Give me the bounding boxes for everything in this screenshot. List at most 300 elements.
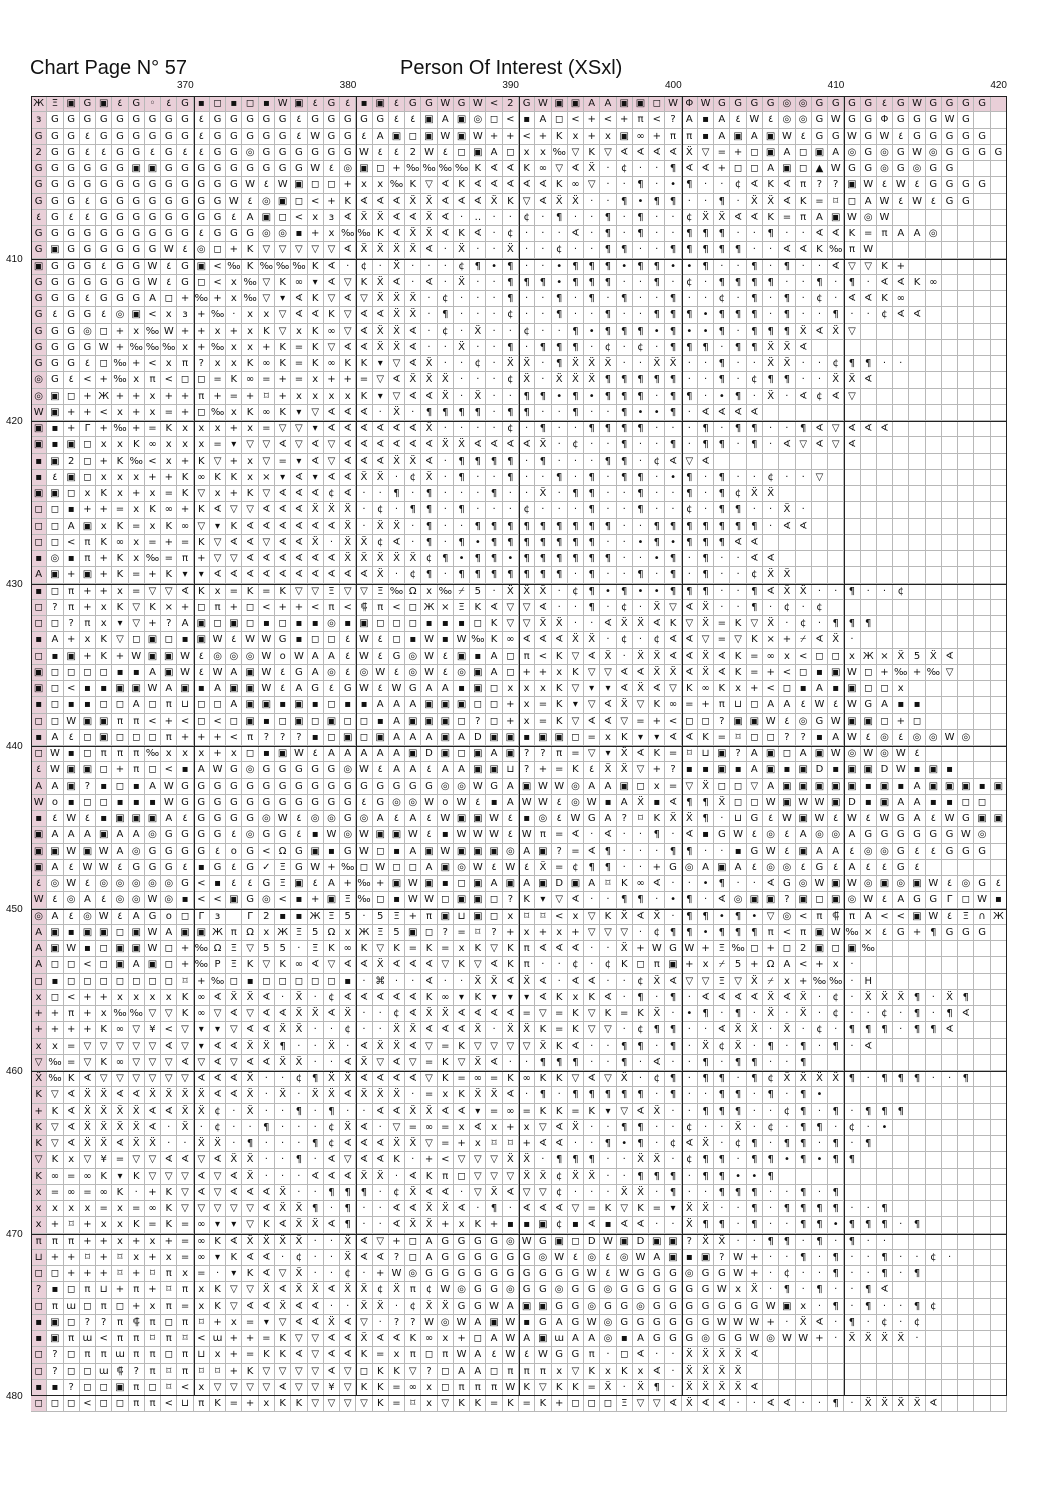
stitch-cell: G [129, 112, 145, 128]
stitch-cell: π [226, 925, 242, 941]
stitch-cell: ▽ [129, 1152, 145, 1168]
stitch-cell: ∢ [519, 1201, 535, 1217]
stitch-cell: G [96, 161, 112, 177]
stitch-cell: ∢ [682, 161, 698, 177]
stitch-cell: A [503, 779, 519, 795]
stitch-cell [893, 519, 909, 535]
stitch-cell: ¶ [617, 584, 633, 600]
stitch-cell: ¶ [747, 600, 763, 616]
stitch-cell: + [226, 1347, 242, 1363]
stitch-cell: π [405, 1347, 421, 1363]
stitch-cell: G [974, 844, 990, 860]
stitch-cell: A [779, 697, 795, 713]
stitch-cell: ◻ [145, 697, 161, 713]
stitch-cell: ∢ [535, 990, 551, 1006]
stitch-cell: K [373, 1380, 389, 1396]
stitch-cell [991, 1380, 1007, 1396]
stitch-cell: ٤ [96, 259, 112, 275]
stitch-cell: ¶ [698, 226, 714, 242]
stitch-cell [974, 1136, 990, 1152]
stitch-cell: ¶ [438, 405, 454, 421]
stitch-cell: ▽ [584, 1022, 600, 1038]
stitch-cell: ٤ [259, 177, 275, 193]
stitch-cell: ¶ [926, 1022, 942, 1038]
stitch-cell: ∢ [421, 242, 437, 258]
stitch-cell: D [584, 1234, 600, 1250]
stitch-cell: ¶ [503, 340, 519, 356]
stitch-cell: ◻ [747, 145, 763, 161]
stitch-cell: · [812, 1250, 828, 1266]
stitch-cell [991, 941, 1007, 957]
stitch-cell: · [600, 1347, 616, 1363]
stitch-cell: x [600, 730, 616, 746]
stitch-cell: ▽ [210, 454, 226, 470]
stitch-cell: G [275, 762, 291, 778]
stitch-cell: W [844, 811, 860, 827]
stitch-cell: ▣ [291, 876, 307, 892]
stitch-cell: ◻ [64, 974, 80, 990]
stitch-cell [893, 372, 909, 388]
stitch-cell [991, 210, 1007, 226]
stitch-cell [991, 746, 1007, 762]
stitch-cell: G [291, 762, 307, 778]
stitch-cell: • [682, 259, 698, 275]
stitch-cell: · [633, 437, 649, 453]
stitch-cell: G [974, 96, 990, 112]
stitch-cell: G [552, 1299, 568, 1315]
stitch-cell: + [535, 129, 551, 145]
stitch-cell: • [649, 551, 665, 567]
stitch-cell: ∢ [877, 275, 893, 291]
stitch-cell: K [535, 1071, 551, 1087]
stitch-cell: Ẍ [275, 1185, 291, 1201]
stitch-cell: K [568, 1006, 584, 1022]
stitch-cell [942, 502, 958, 518]
stitch-cell: = [584, 1380, 600, 1396]
stitch-cell: ▽ [308, 405, 324, 421]
stitch-cell: π [242, 730, 258, 746]
stitch-cell: ∞ [633, 129, 649, 145]
stitch-cell: + [226, 242, 242, 258]
stitch-cell: ▣ [958, 779, 974, 795]
stitch-cell: ¶ [584, 519, 600, 535]
stitch-cell: ▣ [194, 259, 210, 275]
stitch-cell [763, 1380, 779, 1396]
stitch-cell: G [112, 291, 128, 307]
stitch-cell: G [633, 1282, 649, 1298]
stitch-cell [974, 1282, 990, 1298]
stitch-cell: G [194, 795, 210, 811]
stitch-cell: · [649, 340, 665, 356]
stitch-cell [974, 957, 990, 973]
stitch-cell: ∢ [275, 551, 291, 567]
stitch-cell: K [649, 697, 665, 713]
stitch-cell: ¶ [503, 519, 519, 535]
stitch-cell: · [633, 1071, 649, 1087]
stitch-cell [796, 567, 812, 583]
stitch-cell: ▽ [617, 1201, 633, 1217]
stitch-cell: ∢ [324, 567, 340, 583]
stitch-cell: · [747, 1104, 763, 1120]
stitch-cell: ▣ [454, 844, 470, 860]
stitch-cell: ¶ [714, 470, 730, 486]
stitch-cell: ¶ [633, 502, 649, 518]
stitch-cell: Ẍ [129, 1104, 145, 1120]
stitch-cell: Ẍ [893, 1396, 909, 1412]
stitch-cell: A [421, 681, 437, 697]
stitch-cell [926, 1364, 942, 1380]
stitch-cell [844, 535, 860, 551]
stitch-cell: ¶ [812, 1201, 828, 1217]
stitch-cell: ◻ [194, 275, 210, 291]
stitch-cell: G [161, 161, 177, 177]
stitch-cell: A [454, 1364, 470, 1380]
stitch-cell: G [893, 145, 909, 161]
stitch-cell: x [242, 454, 258, 470]
stitch-cell: ▾ [470, 1104, 486, 1120]
stitch-cell: Ẍ [421, 470, 437, 486]
stitch-cell [909, 600, 925, 616]
stitch-cell: · [812, 1104, 828, 1120]
stitch-cell [844, 340, 860, 356]
stitch-cell: ¢ [210, 1120, 226, 1136]
stitch-cell: Ẍ [503, 242, 519, 258]
stitch-cell: π [421, 909, 437, 925]
stitch-cell: · [763, 1185, 779, 1201]
stitch-cell: ▪ [259, 96, 275, 112]
stitch-cell: ▪ [47, 974, 63, 990]
stitch-cell: ▾ [649, 730, 665, 746]
stitch-cell [958, 632, 974, 648]
stitch-cell: · [844, 1006, 860, 1022]
stitch-cell: ▾ [373, 356, 389, 372]
stitch-cell: ∢ [210, 1087, 226, 1103]
stitch-cell: ▾ [486, 990, 502, 1006]
stitch-cell: Ẍ [389, 1087, 405, 1103]
stitch-cell: K [568, 1022, 584, 1038]
stitch-cell: ∢ [340, 1169, 356, 1185]
stitch-cell: · [730, 1396, 746, 1412]
stitch-cell: ɯ [80, 1331, 96, 1347]
stitch-cell: Ẍ [470, 974, 486, 990]
stitch-cell: ▣ [470, 844, 486, 860]
stitch-cell: ▣ [796, 779, 812, 795]
stitch-cell [812, 1055, 828, 1071]
stitch-cell: ∢ [340, 291, 356, 307]
stitch-cell: ¶ [909, 990, 925, 1006]
stitch-cell: Ẍ [763, 194, 779, 210]
stitch-cell: ◻ [633, 779, 649, 795]
stitch-cell: Ẍ [242, 1234, 258, 1250]
stitch-cell: ▪ [31, 1315, 47, 1331]
stitch-cell: · [324, 1266, 340, 1282]
stitch-cell: x [796, 1299, 812, 1315]
stitch-cell: Ẍ [714, 210, 730, 226]
stitch-cell: • [584, 389, 600, 405]
stitch-cell: Ẍ [747, 486, 763, 502]
stitch-cell: Ẍ [665, 356, 681, 372]
stitch-cell [893, 567, 909, 583]
stitch-cell: ▪ [31, 632, 47, 648]
stitch-cell: ◻ [96, 324, 112, 340]
stitch-cell: · [552, 454, 568, 470]
stitch-cell: W [730, 827, 746, 843]
stitch-cell: + [194, 324, 210, 340]
stitch-cell: ▣ [31, 860, 47, 876]
stitch-cell: ▽ [356, 1315, 372, 1331]
stitch-cell: W [552, 1250, 568, 1266]
stitch-cell: · [486, 389, 502, 405]
stitch-cell: ٤ [763, 112, 779, 128]
stitch-cell: ▣ [552, 1234, 568, 1250]
stitch-cell: ∢ [600, 697, 616, 713]
stitch-cell: ∢ [844, 421, 860, 437]
stitch-cell: ▽ [259, 535, 275, 551]
stitch-cell: ◻ [112, 730, 128, 746]
stitch-cell: x [145, 1234, 161, 1250]
stitch-cell: ▽ [145, 1169, 161, 1185]
stitch-cell: W [96, 909, 112, 925]
stitch-cell: ⌑ [470, 925, 486, 941]
stitch-cell: ¢ [779, 600, 795, 616]
stitch-cell: ¶ [861, 1299, 877, 1315]
stitch-cell [812, 1364, 828, 1380]
stitch-cell: A [812, 844, 828, 860]
stitch-cell: Ẍ [747, 1282, 763, 1298]
stitch-cell: = [519, 1396, 535, 1412]
stitch-cell: Ẍ [649, 1104, 665, 1120]
stitch-cell: ∢ [356, 957, 372, 973]
stitch-cell: G [194, 210, 210, 226]
stitch-cell: · [584, 437, 600, 453]
stitch-cell: x [568, 990, 584, 1006]
stitch-cell: K [96, 535, 112, 551]
stitch-cell: ▪ [47, 649, 63, 665]
stitch-cell: ∢ [324, 405, 340, 421]
stitch-cell: π [129, 1396, 145, 1412]
stitch-cell: G [926, 129, 942, 145]
stitch-cell: A [682, 112, 698, 128]
stitch-cell: ¶ [633, 990, 649, 1006]
stitch-cell: · [730, 372, 746, 388]
stitch-cell: · [275, 1104, 291, 1120]
stitch-cell: ▾ [177, 567, 193, 583]
stitch-cell: ∢ [356, 1071, 372, 1087]
stitch-cell: ∢ [779, 437, 795, 453]
stitch-cell: ▾ [308, 275, 324, 291]
stitch-cell: · [584, 957, 600, 973]
stitch-cell: G [259, 112, 275, 128]
stitch-cell: · [698, 291, 714, 307]
stitch-cell: ∢ [893, 275, 909, 291]
stitch-cell: ▣ [568, 876, 584, 892]
stitch-cell: ◻ [210, 242, 226, 258]
stitch-cell: · [714, 584, 730, 600]
stitch-cell: π [373, 600, 389, 616]
stitch-cell: ▪ [112, 795, 128, 811]
stitch-cell: W [730, 1250, 746, 1266]
stitch-cell: ∢ [324, 1006, 340, 1022]
stitch-cell: · [893, 1315, 909, 1331]
stitch-cell: · [796, 259, 812, 275]
stitch-cell: ▪ [64, 925, 80, 941]
stitch-cell: + [421, 1152, 437, 1168]
stitch-cell: ¶ [535, 340, 551, 356]
stitch-cell: G [519, 1282, 535, 1298]
stitch-cell: ¶ [665, 551, 681, 567]
stitch-cell: G [861, 697, 877, 713]
stitch-cell: W [828, 746, 844, 762]
stitch-cell: ▾ [112, 1169, 128, 1185]
stitch-cell: ∢ [503, 1185, 519, 1201]
stitch-cell: ∢ [714, 1022, 730, 1038]
stitch-cell: ∢ [324, 519, 340, 535]
stitch-cell: x [161, 1250, 177, 1266]
stitch-cell: ¶ [535, 421, 551, 437]
stitch-cell: G [714, 1331, 730, 1347]
stitch-cell: ٤ [226, 876, 242, 892]
stitch-cell: ◻ [600, 1396, 616, 1412]
stitch-cell: A [568, 1331, 584, 1347]
stitch-cell: ٤ [308, 876, 324, 892]
stitch-cell: K [730, 665, 746, 681]
stitch-cell: ¢ [503, 226, 519, 242]
stitch-cell: ∞ [242, 372, 258, 388]
stitch-cell: ‰ [112, 1006, 128, 1022]
stitch-cell: · [665, 486, 681, 502]
stitch-cell: ▪ [893, 697, 909, 713]
stitch-cell: ‰ [730, 941, 746, 957]
stitch-cell [958, 324, 974, 340]
stitch-cell [942, 226, 958, 242]
stitch-cell: G [486, 1234, 502, 1250]
stitch-cell: ◻ [47, 665, 63, 681]
stitch-cell: ▪ [893, 779, 909, 795]
stitch-cell: + [177, 957, 193, 973]
stitch-cell: ¢ [682, 502, 698, 518]
stitch-cell: ‰ [356, 876, 372, 892]
stitch-cell [893, 600, 909, 616]
stitch-cell [926, 714, 942, 730]
stitch-cell: G [259, 145, 275, 161]
stitch-cell: ◻ [779, 941, 795, 957]
stitch-cell: ‰ [389, 177, 405, 193]
stitch-cell: ∢ [665, 730, 681, 746]
stitch-cell: ¶ [308, 1071, 324, 1087]
stitch-cell: K [519, 892, 535, 908]
stitch-cell [877, 567, 893, 583]
stitch-cell: + [194, 730, 210, 746]
stitch-cell: G [893, 860, 909, 876]
stitch-cell: · [552, 226, 568, 242]
stitch-cell: = [129, 1201, 145, 1217]
stitch-cell: G [958, 844, 974, 860]
stitch-cell: ∞ [259, 356, 275, 372]
stitch-cell [942, 1331, 958, 1347]
stitch-cell: Ẍ [405, 1185, 421, 1201]
stitch-cell: · [486, 470, 502, 486]
stitch-cell: ◻ [503, 145, 519, 161]
stitch-cell: G [47, 145, 63, 161]
stitch-cell: ∢ [80, 1071, 96, 1087]
stitch-cell: G [226, 112, 242, 128]
stitch-cell: G [242, 811, 258, 827]
stitch-cell: G [80, 340, 96, 356]
stitch-cell: ¶ [340, 1185, 356, 1201]
stitch-cell: ∢ [405, 1201, 421, 1217]
stitch-cell: ¢ [747, 372, 763, 388]
stitch-cell: · [600, 161, 616, 177]
stitch-cell: K [552, 129, 568, 145]
stitch-cell: ¢ [682, 1152, 698, 1168]
stitch-cell: K [747, 632, 763, 648]
stitch-cell [926, 324, 942, 340]
stitch-cell: K [600, 1006, 616, 1022]
stitch-cell: Ẍ [714, 1380, 730, 1396]
stitch-cell [779, 486, 795, 502]
stitch-cell: · [568, 567, 584, 583]
stitch-cell: ∢ [519, 632, 535, 648]
row-number: 430 [6, 578, 23, 590]
stitch-cell [991, 1120, 1007, 1136]
stitch-cell: + [584, 112, 600, 128]
stitch-cell: ∢ [552, 632, 568, 648]
stitch-cell: · [324, 1022, 340, 1038]
stitch-cell: ∢ [698, 161, 714, 177]
stitch-cell: · [796, 1022, 812, 1038]
stitch-cell: ⸿ [112, 1364, 128, 1380]
stitch-cell: W [438, 811, 454, 827]
stitch-cell: G [308, 762, 324, 778]
stitch-cell: ▾ [308, 421, 324, 437]
stitch-cell: 2 [64, 454, 80, 470]
stitch-cell [974, 1315, 990, 1331]
stitch-cell: G [226, 762, 242, 778]
stitch-cell: ∢ [389, 1217, 405, 1233]
stitch-cell: G [974, 177, 990, 193]
stitch-cell: + [161, 470, 177, 486]
stitch-cell: ¢ [600, 957, 616, 973]
stitch-cell: ∞ [470, 1071, 486, 1087]
stitch-cell: ◎ [682, 1266, 698, 1282]
stitch-cell: + [96, 372, 112, 388]
stitch-cell: ▽ [763, 909, 779, 925]
stitch-cell: ٤ [194, 226, 210, 242]
stitch-cell: ¶ [486, 551, 502, 567]
stitch-cell: · [714, 811, 730, 827]
stitch-cell [974, 389, 990, 405]
stitch-cell: ▾ [373, 389, 389, 405]
stitch-cell: ▣ [796, 892, 812, 908]
stitch-cell: ▪ [519, 112, 535, 128]
stitch-cell [926, 697, 942, 713]
stitch-cell: x [535, 681, 551, 697]
stitch-cell: ▣ [812, 941, 828, 957]
stitch-cell: W [438, 96, 454, 112]
stitch-cell: ▽ [535, 1006, 551, 1022]
stitch-cell: Ẍ [421, 1006, 437, 1022]
stitch-cell: ¶ [796, 1039, 812, 1055]
stitch-cell: ٤ [80, 811, 96, 827]
stitch-cell: G [486, 1250, 502, 1266]
stitch-cell: K [454, 1396, 470, 1412]
stitch-cell: ∢ [405, 421, 421, 437]
stitch-cell: G [893, 112, 909, 128]
stitch-cell: ◻ [210, 697, 226, 713]
stitch-cell: H [861, 974, 877, 990]
stitch-cell [893, 1201, 909, 1217]
stitch-cell [861, 1169, 877, 1185]
